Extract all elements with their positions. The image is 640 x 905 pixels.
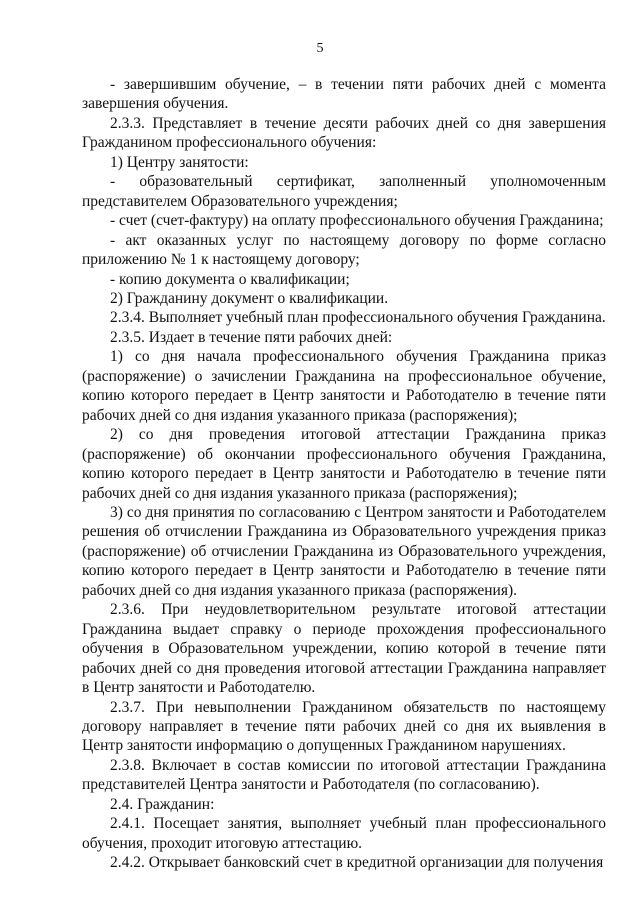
paragraph-enrollment-order: 1) со дня начала профессионального обучения Гражданина приказ (распоряжение) о зачислении Гражданина на профессиональное обучение, копию которого передает в Центр занятости и Работодателю в течение пяти рабочих дней со дня издания указанного приказа (распоряжения);: [82, 348, 606, 424]
paragraph-qualification-copy: - копию документа о квалификации;: [110, 270, 350, 288]
paragraph-employment-center: 1) Центру занятости:: [110, 153, 249, 171]
paragraph-2-3-7: 2.3.7. При невыполнении Гражданином обязательств по настоящему договору направляет в течение пяти рабочих дней со дня их выявления в Центр занятости информацию о допущенных Гражданином нарушениях.: [82, 698, 606, 755]
paragraph-2-3-4: 2.3.4. Выполняет учебный план профессионального обучения Гражданина.: [110, 309, 606, 327]
paragraph-2-4: 2.4. Гражданин:: [110, 795, 215, 813]
paragraph-invoice: - счет (счет-фактуру) на оплату профессионального обучения Гражданина;: [110, 212, 604, 230]
paragraph-expulsion-order: 3) со дня принятия по согласованию с Центром занятости и Работодателем решения об отчислении Гражданина из Образовательного учреждения приказ (распоряжение) об отчислении Гражданина из Образовательного учреждения, копию которого передает в Центр занятости и Работодателю в течение пяти рабочих дней со дня издания указанного приказа (распоряжения).: [82, 503, 606, 599]
paragraph-services-act: - акт оказанных услуг по настоящему договору по форме согласно приложению № 1 к настоящему договору;: [82, 231, 606, 269]
paragraph-2-4-2: 2.4.2. Открывает банковский счет в кредитной организации для получения: [110, 854, 604, 872]
page-number: 5: [316, 41, 324, 56]
paragraph-2-3-8: 2.3.8. Включает в состав комиссии по итоговой аттестации Гражданина представителей Центра занятости и Работодателя (по согласованию).: [82, 756, 606, 794]
paragraph-2-3-6: 2.3.6. При неудовлетворительном результате итоговой аттестации Гражданина выдает справку о периоде прохождения профессионального обучения в Образовательном учреждении, копию которой в течение пяти рабочих дней со дня проведения итоговой аттестации Гражданина направляет в Центр занятости и Работодателю.: [82, 601, 606, 697]
paragraph-graduated-notice: - завершившим обучение, – в течении пяти рабочих дней с момента завершения обучения.: [82, 76, 606, 113]
paragraph-citizen-document: 2) Гражданину документ о квалификации.: [110, 289, 389, 307]
paragraph-2-4-1: 2.4.1. Посещает занятия, выполняет учебный план профессионального обучения, проходит итоговую аттестацию.: [82, 815, 606, 852]
paragraph-2-3-3: 2.3.3. Представляет в течение десяти рабочих дней со дня завершения Гражданином профессионального обучения:: [82, 114, 606, 152]
paragraph-certificate: - образовательный сертификат, заполненный уполномоченным представителем Образовательного учреждения;: [82, 173, 606, 210]
paragraph-2-3-5: 2.3.5. Издает в течение пяти рабочих дней:: [110, 328, 393, 346]
document-body: [82, 75, 606, 873]
paragraph-completion-order: 2) со дня проведения итоговой аттестации Гражданина приказ (распоряжение) об окончании профессионального обучения Гражданина, копию которого передает в Центр занятости и Работодателю в течение пяти рабочих дней со дня издания указанного приказа (распоряжения);: [82, 426, 606, 502]
